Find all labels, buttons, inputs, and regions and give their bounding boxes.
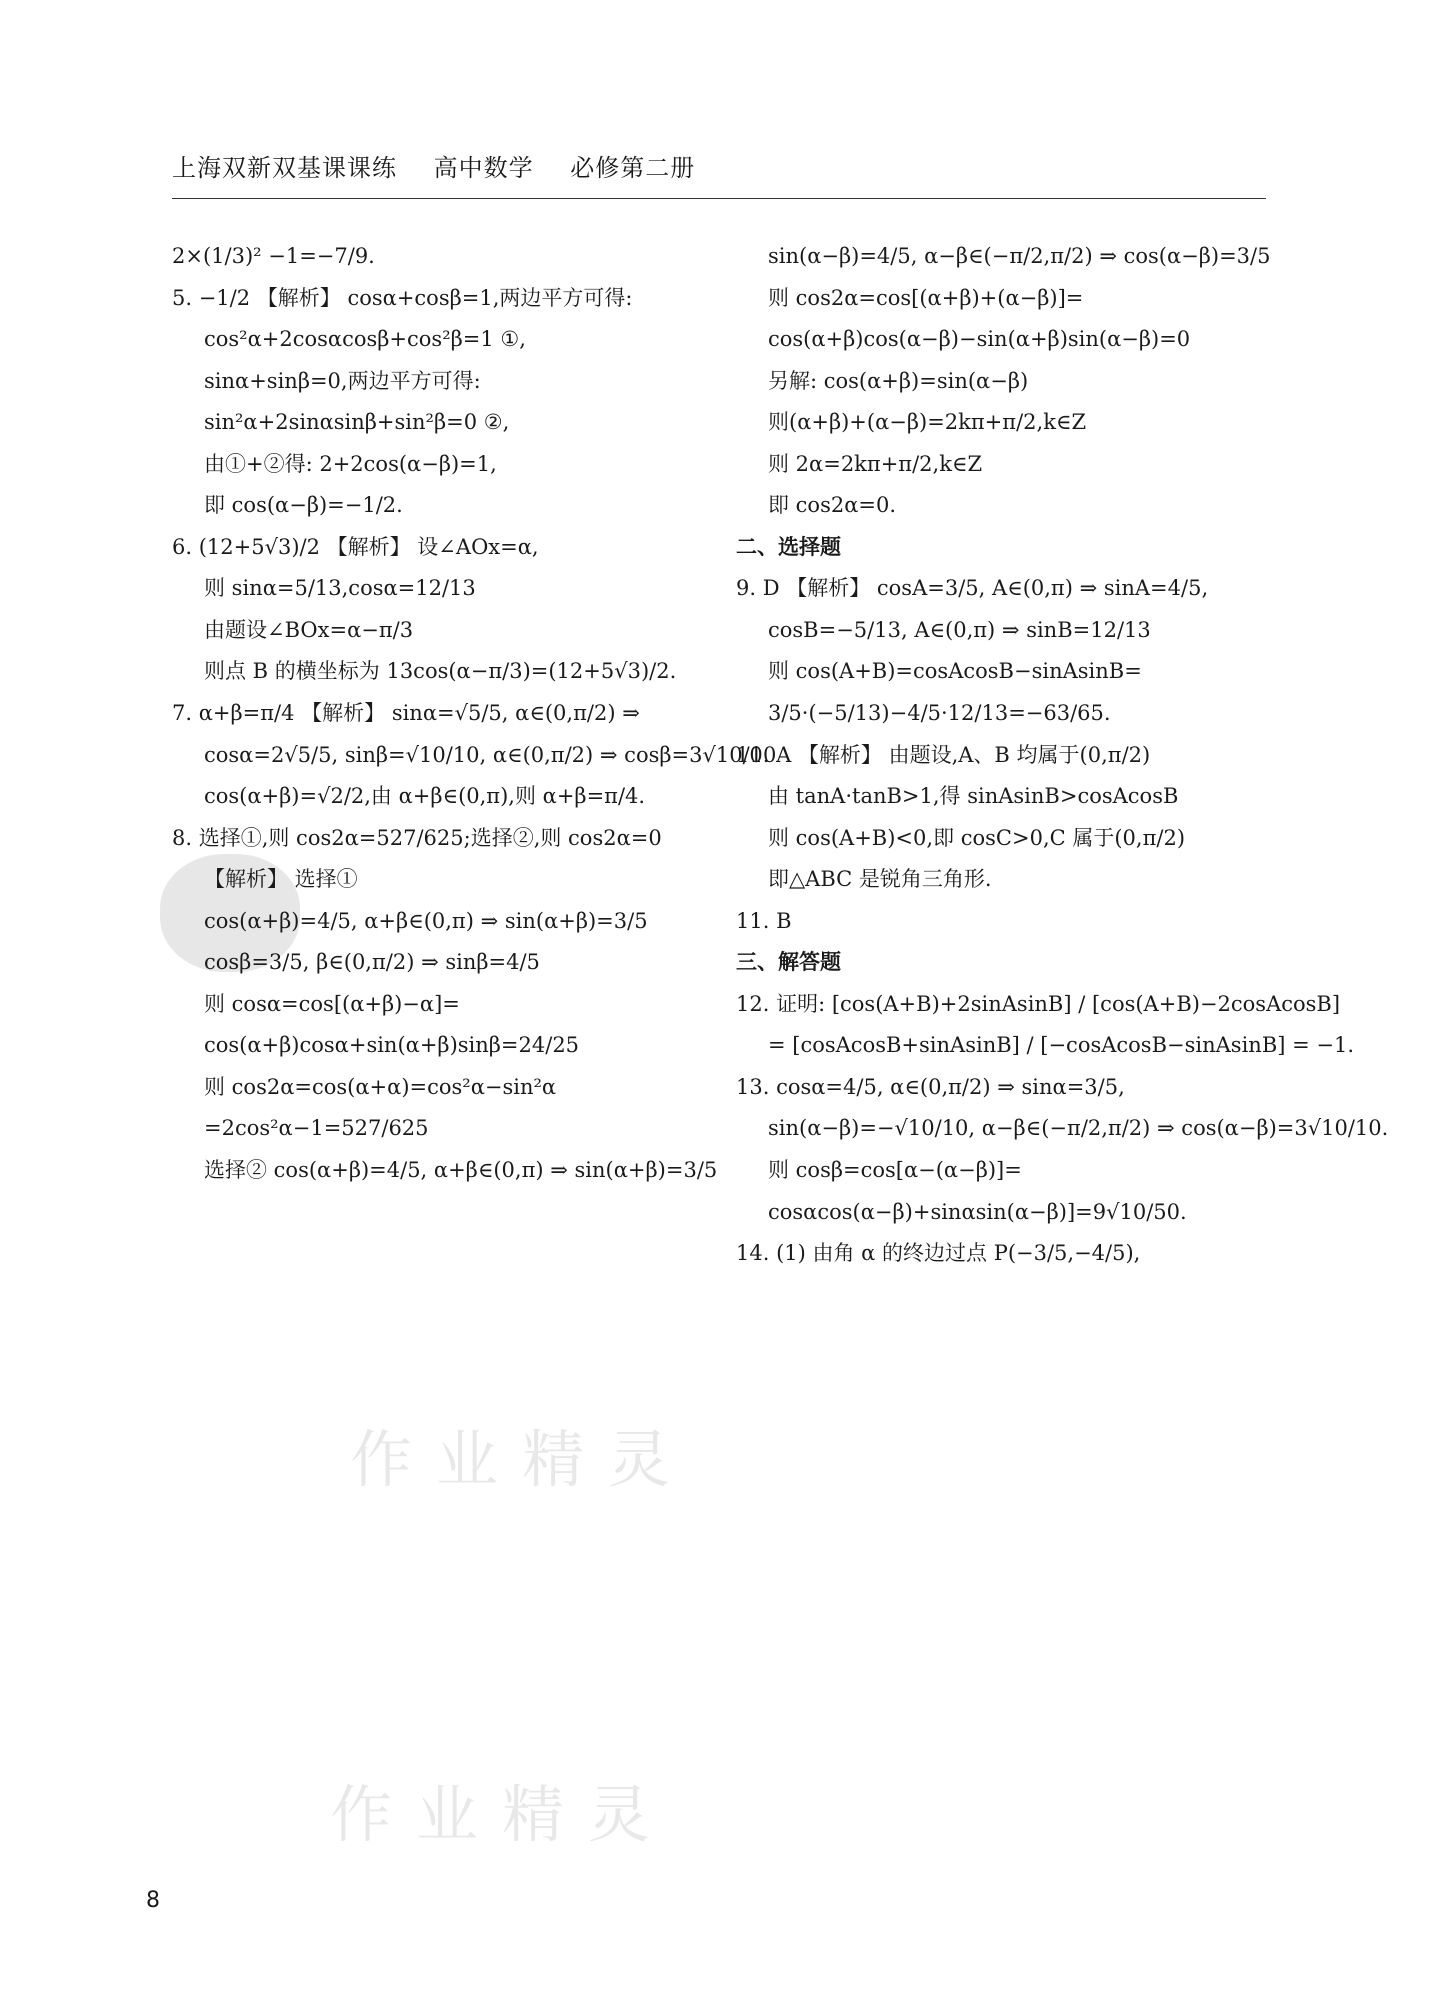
right-column [736, 240, 1389, 1860]
line-left-19: cos(α+β)cosα+sin(α+β)sinβ=24/25 [204, 1033, 580, 1058]
line-left-5: 由①+②得: 2+2cos(α−β)=1, [204, 451, 497, 476]
answer-11: 11. B [736, 908, 792, 933]
line-right-1: 则 cos2α=cos[(α+β)+(α−β)]= [768, 285, 1084, 310]
line-right-6: 即 cos2α=0. [768, 493, 897, 518]
watermark-text-2: 作业精灵 [330, 1778, 675, 1851]
volume-title: 必修第二册 [570, 154, 696, 182]
line-left-2: cos²α+2cosαcosβ+cos²β=1 ①, [204, 327, 526, 352]
line-right-2: cos(α+β)cos(α−β)−sin(α+β)sin(α−β)=0 [768, 327, 1191, 352]
line-right-5: 则 2α=2kπ+π/2,k∈Z [768, 451, 983, 476]
line-left-0: 2×(1/3)² −1=−7/9. [172, 244, 375, 268]
answer-8: 8. 选择①,则 cos2α=527/625;选择②,则 cos2α=0 [172, 825, 662, 850]
line-left-18: 则 cosα=cos[(α+β)−α]= [204, 991, 460, 1016]
answer-10: 10. A 【解析】 由题设,A、B 均属于(0,π/2) [736, 742, 1151, 767]
answer-12: 12. 证明: [cos(A+B)+2sinAsinB] / [cos(A+B)−2cosAcosB] [736, 991, 1341, 1016]
watermark-text: 作业精灵 [350, 1423, 695, 1496]
line-left-20: 则 cos2α=cos(α+α)=cos²α−sin²α [204, 1074, 557, 1099]
answer-14: 14. (1) 由角 α 的终边过点 P(−3/5,−4/5), [736, 1241, 1141, 1266]
line-right-9: cosB=−5/13, A∈(0,π) ⇒ sinB=12/13 [768, 617, 1151, 642]
answer-5: 5. −1/2 【解析】 cosα+cosβ=1,两边平方可得: [172, 285, 633, 310]
line-right-4: 则(α+β)+(α−β)=2kπ+π/2,k∈Z [768, 410, 1087, 435]
line-left-13: cos(α+β)=√2/2,由 α+β∈(0,π),则 α+β=π/4. [204, 784, 646, 809]
line-right-14: 则 cos(A+B)<0,即 cosC>0,C 属于(0,π/2) [768, 825, 1186, 850]
answer-13: 13. cosα=4/5, α∈(0,π/2) ⇒ sinα=3/5, [736, 1074, 1125, 1099]
line-right-10: 则 cos(A+B)=cosAcosB−sinAsinB= [768, 659, 1142, 684]
line-left-15: 【解析】 选择① [204, 867, 358, 892]
page-number: 8 [146, 1888, 160, 1913]
section-heading-choice: 二、选择题 [736, 534, 841, 559]
page-header [172, 148, 1266, 199]
line-right-21: sin(α−β)=−√10/10, α−β∈(−π/2,π/2) ⇒ cos(α−β)=3√10/10. [768, 1116, 1389, 1141]
line-left-21: =2cos²α−1=527/625 [204, 1116, 429, 1141]
line-right-19: = [cosAcosB+sinAsinB] / [−cosAcosB−sinAsinB] = −1. [768, 1033, 1355, 1058]
line-left-17: cosβ=3/5, β∈(0,π/2) ⇒ sinβ=4/5 [204, 950, 540, 975]
line-right-23: cosαcos(α−β)+sinαsin(α−β)]=9√10/50. [768, 1199, 1187, 1224]
line-left-16: cos(α+β)=4/5, α+β∈(0,π) ⇒ sin(α+β)=3/5 [204, 908, 648, 933]
line-right-3: 另解: cos(α+β)=sin(α−β) [768, 368, 1029, 393]
line-left-12: cosα=2√5/5, sinβ=√10/10, α∈(0,π/2) ⇒ cosβ=3√10/10 [204, 742, 777, 767]
answer-6: 6. (12+5√3)/2 【解析】 设∠AOx=α, [172, 534, 539, 559]
answer-9: 9. D 【解析】 cosA=3/5, A∈(0,π) ⇒ sinA=4/5, [736, 576, 1209, 601]
line-left-8: 则 sinα=5/13,cosα=12/13 [204, 576, 476, 601]
answer-7: 7. α+β=π/4 【解析】 sinα=√5/5, α∈(0,π/2) ⇒ [172, 701, 640, 726]
line-left-22: 选择② cos(α+β)=4/5, α+β∈(0,π) ⇒ sin(α+β)=3/5 [204, 1158, 718, 1183]
line-left-6: 即 cos(α−β)=−1/2. [204, 493, 403, 518]
line-right-13: 由 tanA·tanB>1,得 sinAsinB>cosAcosB [768, 784, 1179, 809]
line-left-4: sin²α+2sinαsinβ+sin²β=0 ②, [204, 410, 510, 435]
line-right-11: 3/5·(−5/13)−4/5·12/13=−63/65. [768, 701, 1111, 726]
line-left-9: 由题设∠BOx=α−π/3 [204, 617, 414, 642]
answer-columns [172, 240, 1389, 1860]
line-left-10: 则点 B 的横坐标为 13cos(α−π/3)=(12+5√3)/2. [204, 659, 677, 684]
line-right-22: 则 cosβ=cos[α−(α−β)]= [768, 1158, 1022, 1183]
line-left-3: sinα+sinβ=0,两边平方可得: [204, 368, 481, 393]
book-title: 上海双新双基课课练 [172, 154, 397, 182]
subject-title: 高中数学 [433, 154, 534, 182]
line-right-15: 即△ABC 是锐角三角形. [768, 867, 992, 892]
section-heading-solution: 三、解答题 [736, 950, 841, 975]
line-right-0: sin(α−β)=4/5, α−β∈(−π/2,π/2) ⇒ cos(α−β)=3/5 [768, 244, 1271, 268]
